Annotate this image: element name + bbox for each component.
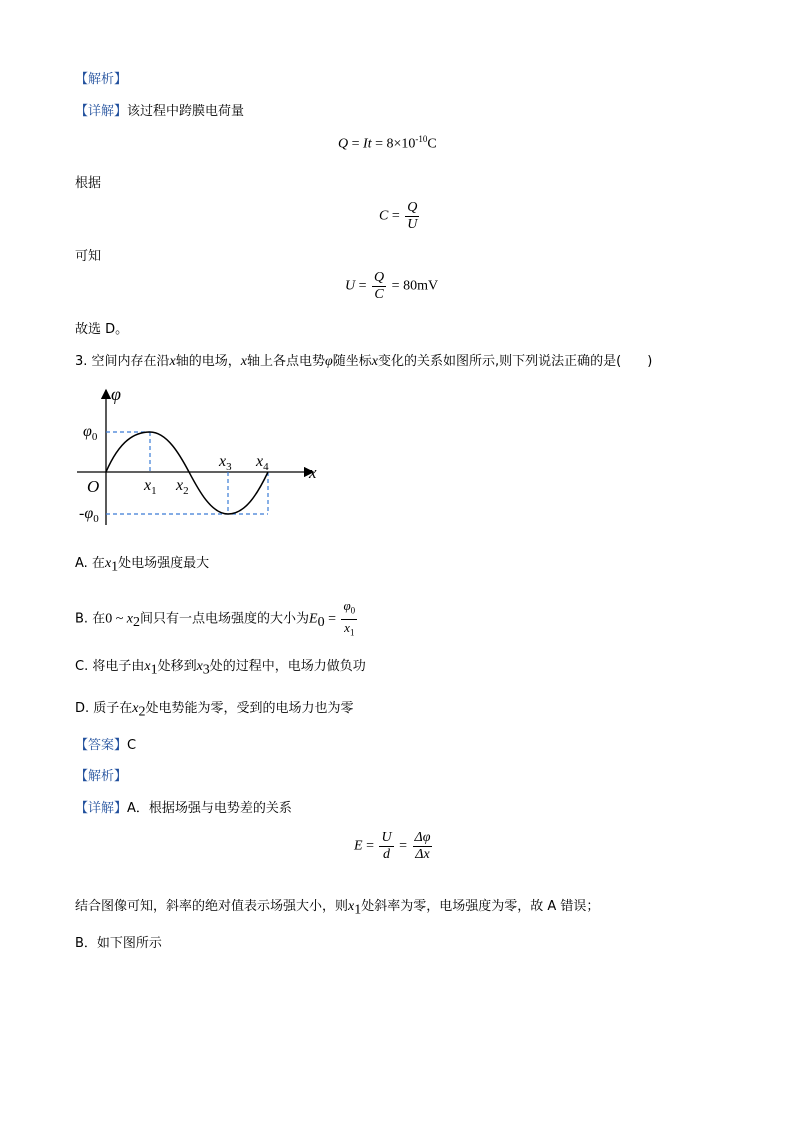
answer-line xyxy=(75,734,136,753)
conclusion-1: 故选 D。 xyxy=(75,322,129,337)
text-genju: 根据 xyxy=(75,176,102,191)
analysis-tag-2: 【解析】 xyxy=(75,769,128,784)
x2-label: $x_2$ xyxy=(176,477,189,497)
option-d: D. 质子在$x_2$处电势能为零，受到的电场力也为零 xyxy=(75,701,354,720)
equation-charge: $Q = It = 8\times 10^{-10}C$ xyxy=(338,134,437,152)
conclusion-a: 结合图像可知，斜率的绝对值表示场强大小，则$x_1$处斜率为零，电场强度为零，故 A 错误； xyxy=(75,899,600,918)
equation-capacitance: C = $\frac{Q}{U}$ xyxy=(379,200,418,232)
potential-curve xyxy=(106,432,268,514)
text-kezhi: 可知 xyxy=(75,249,102,264)
equation-field: E = $\frac{U}{d}$ = $\frac{\Delta\varphi}{\Delta x}$ xyxy=(354,830,431,862)
equation-voltage: U = $\frac{Q}{C}$ = 80mV xyxy=(345,270,439,302)
detail-tag: 【详解】 xyxy=(75,104,128,119)
neg-phi0-label: $-\varphi_0$ xyxy=(79,505,99,525)
detail-line xyxy=(75,100,244,119)
y-axis-label: φ xyxy=(111,384,121,404)
b-line: B．如下图所示 xyxy=(75,936,162,951)
potential-graph xyxy=(75,380,335,530)
phi0-label: $\varphi_0$ xyxy=(83,423,98,443)
option-a: A. 在$x_1$处电场强度最大 xyxy=(75,556,210,575)
analysis-tag: 【解析】 xyxy=(75,72,128,87)
x4-label: $x_4$ xyxy=(256,453,269,473)
detail-text: 该过程中跨膜电荷量 xyxy=(127,104,245,119)
question-3-stem: 3. 空间内存在沿x轴的电场，x轴上各点电势φ随坐标x变化的关系如图所示,则下列说法正确的是( ) xyxy=(75,354,653,369)
detail-line-2: 【详解】A．根据场强与电势差的关系 xyxy=(75,801,292,816)
answer-tag: 【答案】 xyxy=(75,738,128,753)
x3-label: $x_3$ xyxy=(219,453,232,473)
option-b: B. 在0 ~ $x_2$间只有一点电场强度的大小为$E_0$ = $\frac{\varphi_0}{x_1}$ xyxy=(75,598,356,638)
option-c: C. 将电子由$x_1$处移到$x_3$处的过程中，电场力做负功 xyxy=(75,659,366,678)
origin-label: O xyxy=(87,477,100,496)
x1-label: $x_1$ xyxy=(144,477,157,497)
x-axis-label: x xyxy=(309,463,317,482)
answer-value: C xyxy=(127,738,137,753)
